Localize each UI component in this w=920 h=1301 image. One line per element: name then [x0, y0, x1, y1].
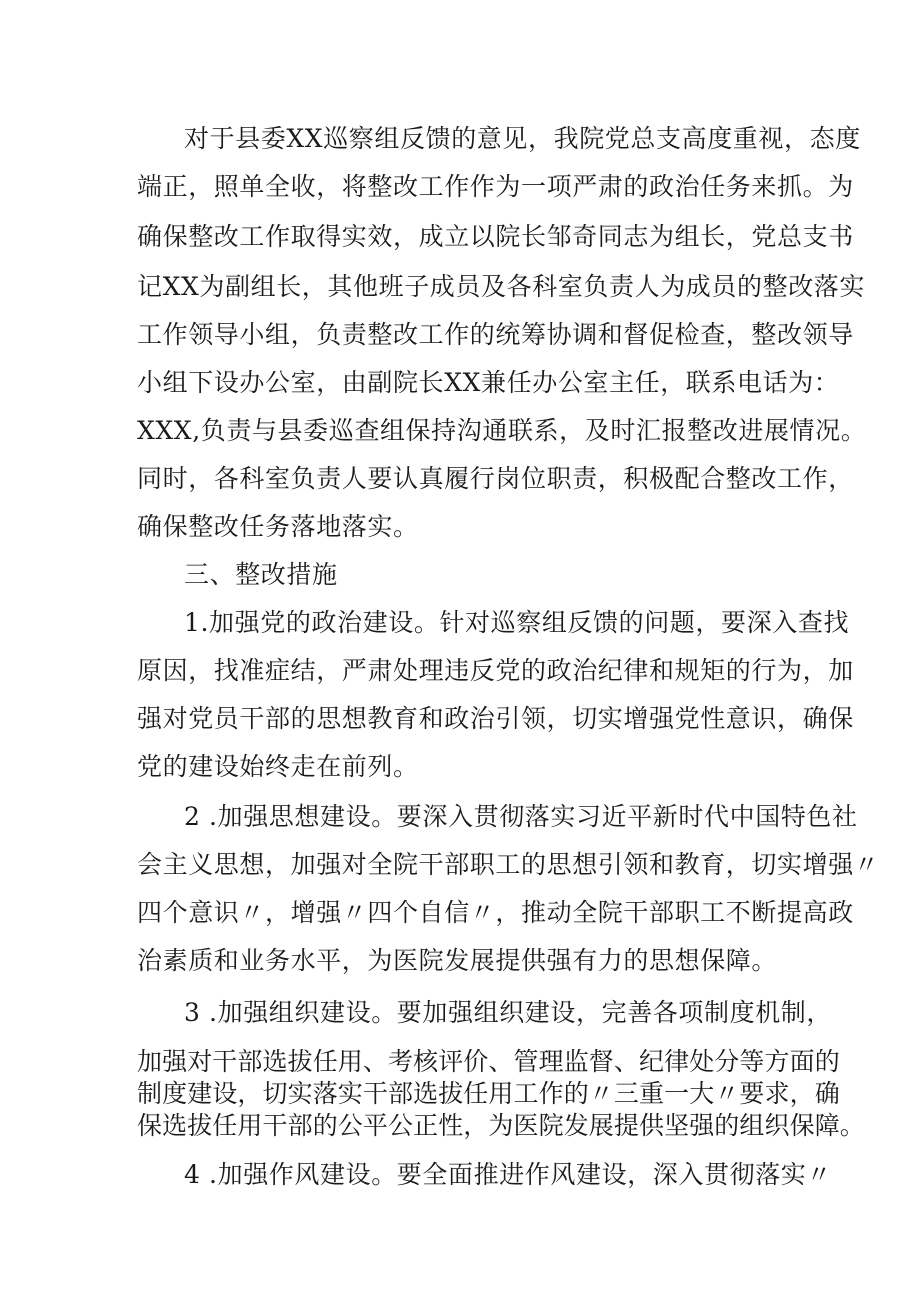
text-line: 1.加强党的政治建设。针对巡察组反馈的问题，要深入查找	[184, 608, 850, 637]
text-line: 端正，照单全收，将整改工作作为一项严肃的政治任务来抓。为	[137, 172, 854, 201]
text-line: 确保整改工作取得实效，成立以院长邹奇同志为组长，党总支书	[137, 222, 854, 251]
text-line: 四个意识〃，增强〃四个自信〃，推动全院干部职工不断提高政	[137, 898, 854, 927]
text-line: 对于县委XX巡察组反馈的意见，我院党总支高度重视，态度	[184, 124, 861, 153]
text-line: 4 .加强作风建设。要全面推进作风建设，深入贯彻落实〃	[184, 1160, 833, 1189]
text-line: 原因，找准症结，严肃处理违反党的政治纪律和规矩的行为，加	[137, 656, 854, 685]
text-line: XXX,负责与县委巡查组保持沟通联系，及时汇报整改进展情况。	[137, 416, 867, 445]
text-line: 同时，各科室负责人要认真履行岗位职责，积极配合整改工作，	[137, 464, 854, 493]
text-line: 2 .加强思想建设。要深入贯彻落实习近平新时代中国特色社	[184, 802, 858, 831]
text-line: 小组下设办公室，由副院长XX兼任办公室主任，联系电话为：	[137, 368, 840, 397]
text-line: 治素质和业务水平，为医院发展提供强有力的思想保障。	[137, 946, 778, 975]
text-line: 加强对干部选拔任用、考核评价、管理监督、纪律处分等方面的	[137, 1047, 840, 1076]
text-line: 记XX为副组长，其他班子成员及各科室负责人为成员的整改落实	[137, 272, 865, 301]
text-line: 制度建设，切实落实干部选拔任用工作的〃三重一大〃要求，确	[137, 1079, 840, 1108]
text-line: 会主义思想，加强对全院干部职工的思想引领和教育，切实增强〃	[137, 850, 880, 879]
section-heading: 三、整改措施	[184, 560, 338, 589]
text-line: 党的建设始终走在前列。	[137, 752, 419, 781]
text-line: 保选拔任用干部的公平公正性，为医院发展提供坚强的组织保障。	[137, 1111, 865, 1140]
text-line: 工作领导小组，负责整改工作的统筹协调和督促检查，整改领导	[137, 320, 854, 349]
text-line: 确保整改任务落地落实。	[137, 512, 419, 541]
text-line: 3 .加强组织建设。要加强组织建设，完善各项制度机制，	[184, 998, 833, 1027]
text-line: 强对党员干部的思想教育和政治引领，切实增强党性意识，确保	[137, 704, 854, 733]
